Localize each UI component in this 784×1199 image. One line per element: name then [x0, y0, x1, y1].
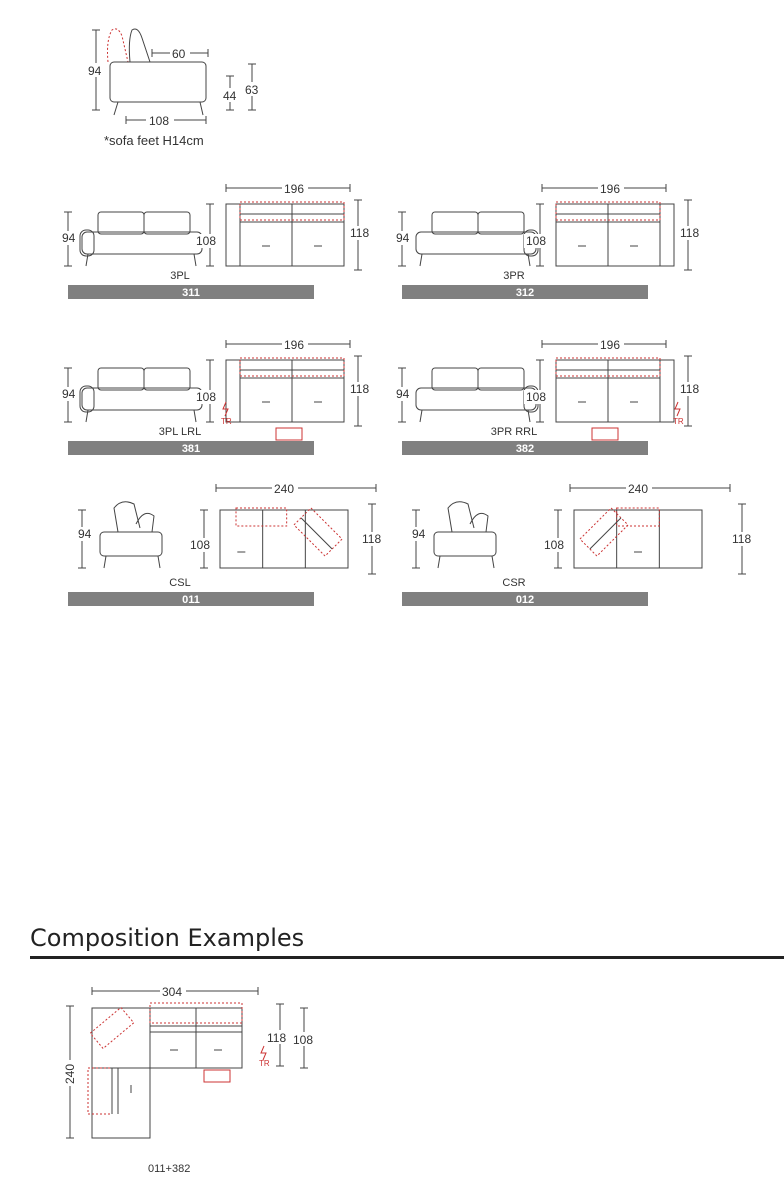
- model-plan-depth-label: 118: [350, 226, 370, 240]
- composition-tr-tag: TR: [259, 1059, 270, 1068]
- model-height-label: 94: [62, 387, 76, 401]
- model-depth-label: 108: [544, 538, 565, 552]
- model-code-label: 3PR: [503, 270, 525, 282]
- composition-depth-label: 240: [63, 1063, 77, 1084]
- model-depth-label: 108: [196, 390, 217, 404]
- model-height-label: 94: [78, 527, 92, 541]
- model-depth-label: 108: [526, 390, 547, 404]
- model-id-label: 311: [182, 287, 200, 299]
- model-plan-depth-label: 118: [350, 382, 370, 396]
- model-width-label: 196: [600, 338, 621, 352]
- model-depth-label: 108: [526, 234, 547, 248]
- composition-rule: [30, 956, 784, 959]
- model-plan-depth-label: 118: [680, 226, 700, 240]
- model-code-label: 3PR RRL: [490, 426, 538, 438]
- composition-drawing: [66, 987, 308, 1138]
- composition-heading: Composition Examples: [30, 924, 305, 952]
- composition-width-label: 304: [162, 985, 183, 999]
- model-id-label: 312: [515, 287, 535, 299]
- model-code-label: CSR: [502, 577, 526, 589]
- model-plan-depth-label: 118: [732, 532, 752, 546]
- model-width-label: 196: [284, 182, 305, 196]
- model-id-label: 011: [182, 594, 200, 606]
- model-id-label: 381: [181, 443, 201, 455]
- model-depth-label: 108: [196, 234, 217, 248]
- model-code-label: CSL: [169, 577, 191, 589]
- model-width-label: 196: [600, 182, 621, 196]
- model-id-label: 012: [515, 594, 535, 606]
- models-layer: [60, 182, 752, 606]
- model-block-382: [394, 338, 700, 455]
- model-id-label: 382: [515, 443, 535, 455]
- model-height-label: 94: [412, 527, 426, 541]
- model-height-label: 94: [396, 387, 410, 401]
- model-plan-depth-label: 118: [680, 382, 700, 396]
- side-height-label: 94: [88, 64, 102, 78]
- model-tr-tag: TR: [221, 417, 232, 426]
- side-depth-label: 108: [149, 114, 170, 128]
- model-height-label: 94: [62, 231, 76, 245]
- model-width-label: 240: [628, 482, 649, 496]
- model-block-311: [60, 182, 370, 299]
- composition-label: 011+382: [148, 1163, 191, 1175]
- model-code-label: 3PL LRL: [158, 426, 202, 438]
- model-width-label: 240: [274, 482, 295, 496]
- side-seat-depth-label: 60: [172, 47, 186, 61]
- side-seat-height-label: 44: [223, 89, 237, 103]
- side-arm-height-label: 63: [245, 83, 259, 97]
- model-width-label: 196: [284, 338, 305, 352]
- model-plan-depth-label: 118: [362, 532, 382, 546]
- sofa-feet-note: *sofa feet H14cm: [104, 133, 204, 148]
- composition-dim-108: 108: [293, 1033, 314, 1047]
- model-block-011: [68, 482, 382, 606]
- model-block-012: [402, 482, 752, 606]
- model-tr-tag: TR: [673, 417, 684, 426]
- model-code-label: 3PL: [170, 270, 190, 282]
- model-block-381: [60, 338, 370, 455]
- model-block-312: [394, 182, 700, 299]
- composition-dim-118: 118: [267, 1031, 287, 1045]
- model-depth-label: 108: [190, 538, 211, 552]
- side-profile-drawing: [92, 29, 256, 124]
- model-height-label: 94: [396, 231, 410, 245]
